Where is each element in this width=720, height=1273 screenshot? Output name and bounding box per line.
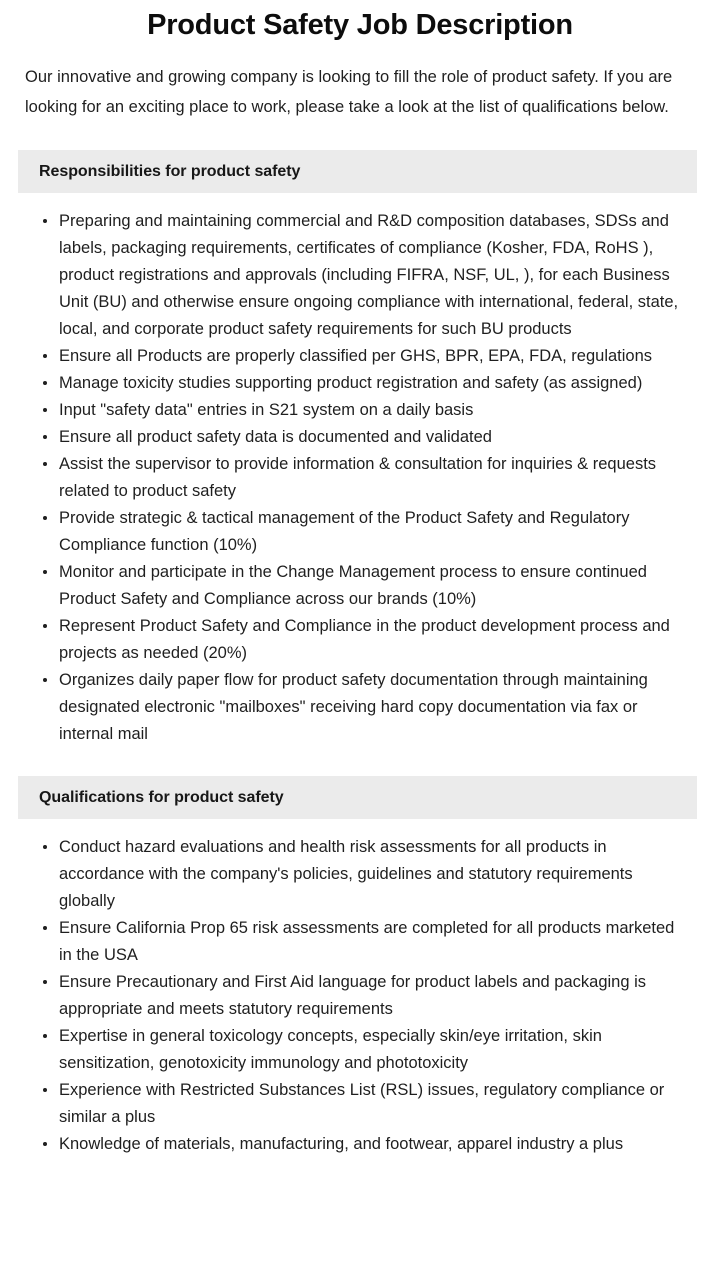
list-item-text: Ensure all Products are properly classified per GHS, BPR, EPA, FDA, regulations xyxy=(59,347,653,365)
list-item xyxy=(0,969,720,1023)
list-item xyxy=(0,451,720,505)
list-item xyxy=(0,505,720,559)
list-item xyxy=(0,667,720,748)
list-item xyxy=(0,834,720,915)
bullet-dot-icon xyxy=(43,845,47,849)
bullet-dot-icon xyxy=(43,435,47,439)
list-item xyxy=(0,559,720,613)
list-item-text: Ensure all product safety data is documented and validated xyxy=(59,428,492,446)
list-item-text: Represent Product Safety and Compliance in the product development process and projects as needed (20%) xyxy=(59,617,670,662)
intro-paragraph: Our innovative and growing company is looking to fill the role of product safety. If you are looking for an exciting place to work, please take a look at the list of qualifications below. xyxy=(25,68,673,116)
list-item xyxy=(0,343,720,370)
list-item-text: Ensure Precautionary and First Aid language for product labels and packaging is appropriate and meets statutory requirements xyxy=(59,973,647,1018)
list-item xyxy=(0,370,720,397)
list-item-text: Assist the supervisor to provide information & consultation for inquiries & requests related to product safety xyxy=(59,455,657,500)
bullet-dot-icon xyxy=(43,381,47,385)
list-item-text: Expertise in general toxicology concepts, especially skin/eye irritation, skin sensitization, genotoxicity immunology and phototoxicity xyxy=(59,1027,602,1072)
bullet-dot-icon xyxy=(43,462,47,466)
list-item-text: Knowledge of materials, manufacturing, and footwear, apparel industry a plus xyxy=(59,1135,624,1153)
section-qualifications xyxy=(0,776,720,1158)
list-item-text: Manage toxicity studies supporting product registration and safety (as assigned) xyxy=(59,374,643,392)
list-item-text: Organizes daily paper flow for product safety documentation through maintaining designated electronic "mailboxes" receiving hard copy documentation via fax or internal mail xyxy=(59,671,648,743)
bullet-dot-icon xyxy=(43,1034,47,1038)
list-item-text: Ensure California Prop 65 risk assessments are completed for all products marketed in the USA xyxy=(59,919,675,964)
list-item xyxy=(0,1131,720,1158)
list-item-text: Conduct hazard evaluations and health risk assessments for all products in accordance with the company's policies, guidelines and statutory requirements globally xyxy=(59,838,633,910)
bullet-dot-icon xyxy=(43,624,47,628)
bullet-dot-icon xyxy=(43,926,47,930)
bullet-dot-icon xyxy=(43,678,47,682)
list-item xyxy=(0,208,720,343)
list-item xyxy=(0,915,720,969)
section-responsibilities xyxy=(0,150,720,748)
list-item xyxy=(0,1077,720,1131)
bullet-dot-icon xyxy=(43,408,47,412)
section-heading-label: Responsibilities for product safety xyxy=(39,162,301,180)
list-item-text: Monitor and participate in the Change Management process to ensure continued Product Safety and Compliance across our brands (10%) xyxy=(59,563,647,608)
page-title: Product Safety Job Description xyxy=(147,9,573,41)
bullet-dot-icon xyxy=(43,219,47,223)
list-item xyxy=(0,1023,720,1077)
section-header-responsibilities xyxy=(18,150,697,193)
section-header-qualifications xyxy=(18,776,697,819)
bullet-dot-icon xyxy=(43,980,47,984)
list-item-text: Input "safety data" entries in S21 system on a daily basis xyxy=(59,401,474,419)
list-item-text: Preparing and maintaining commercial and R&D composition databases, SDSs and labels, packaging requirements, certificates of compliance (Kosher, FDA, RoHS ), product registrations and approvals (including FIFRA, NSF, UL, ), for each Business Unit (BU) and otherwise ensure ongoing compliance with international, federal, state, local, and corporate product safety requirements for such BU products xyxy=(59,212,679,338)
list-item xyxy=(0,397,720,424)
list-item xyxy=(0,424,720,451)
bullet-dot-icon xyxy=(43,354,47,358)
section-heading-label: Qualifications for product safety xyxy=(39,788,284,806)
responsibilities-list xyxy=(0,193,720,748)
list-item xyxy=(0,613,720,667)
list-item-text: Experience with Restricted Substances List (RSL) issues, regulatory compliance or similar a plus xyxy=(59,1081,665,1126)
qualifications-list xyxy=(0,819,720,1158)
bullet-dot-icon xyxy=(43,1142,47,1146)
list-item-text: Provide strategic & tactical management of the Product Safety and Regulatory Compliance function (10%) xyxy=(59,509,630,554)
bullet-dot-icon xyxy=(43,516,47,520)
bullet-dot-icon xyxy=(43,570,47,574)
bullet-dot-icon xyxy=(43,1088,47,1092)
